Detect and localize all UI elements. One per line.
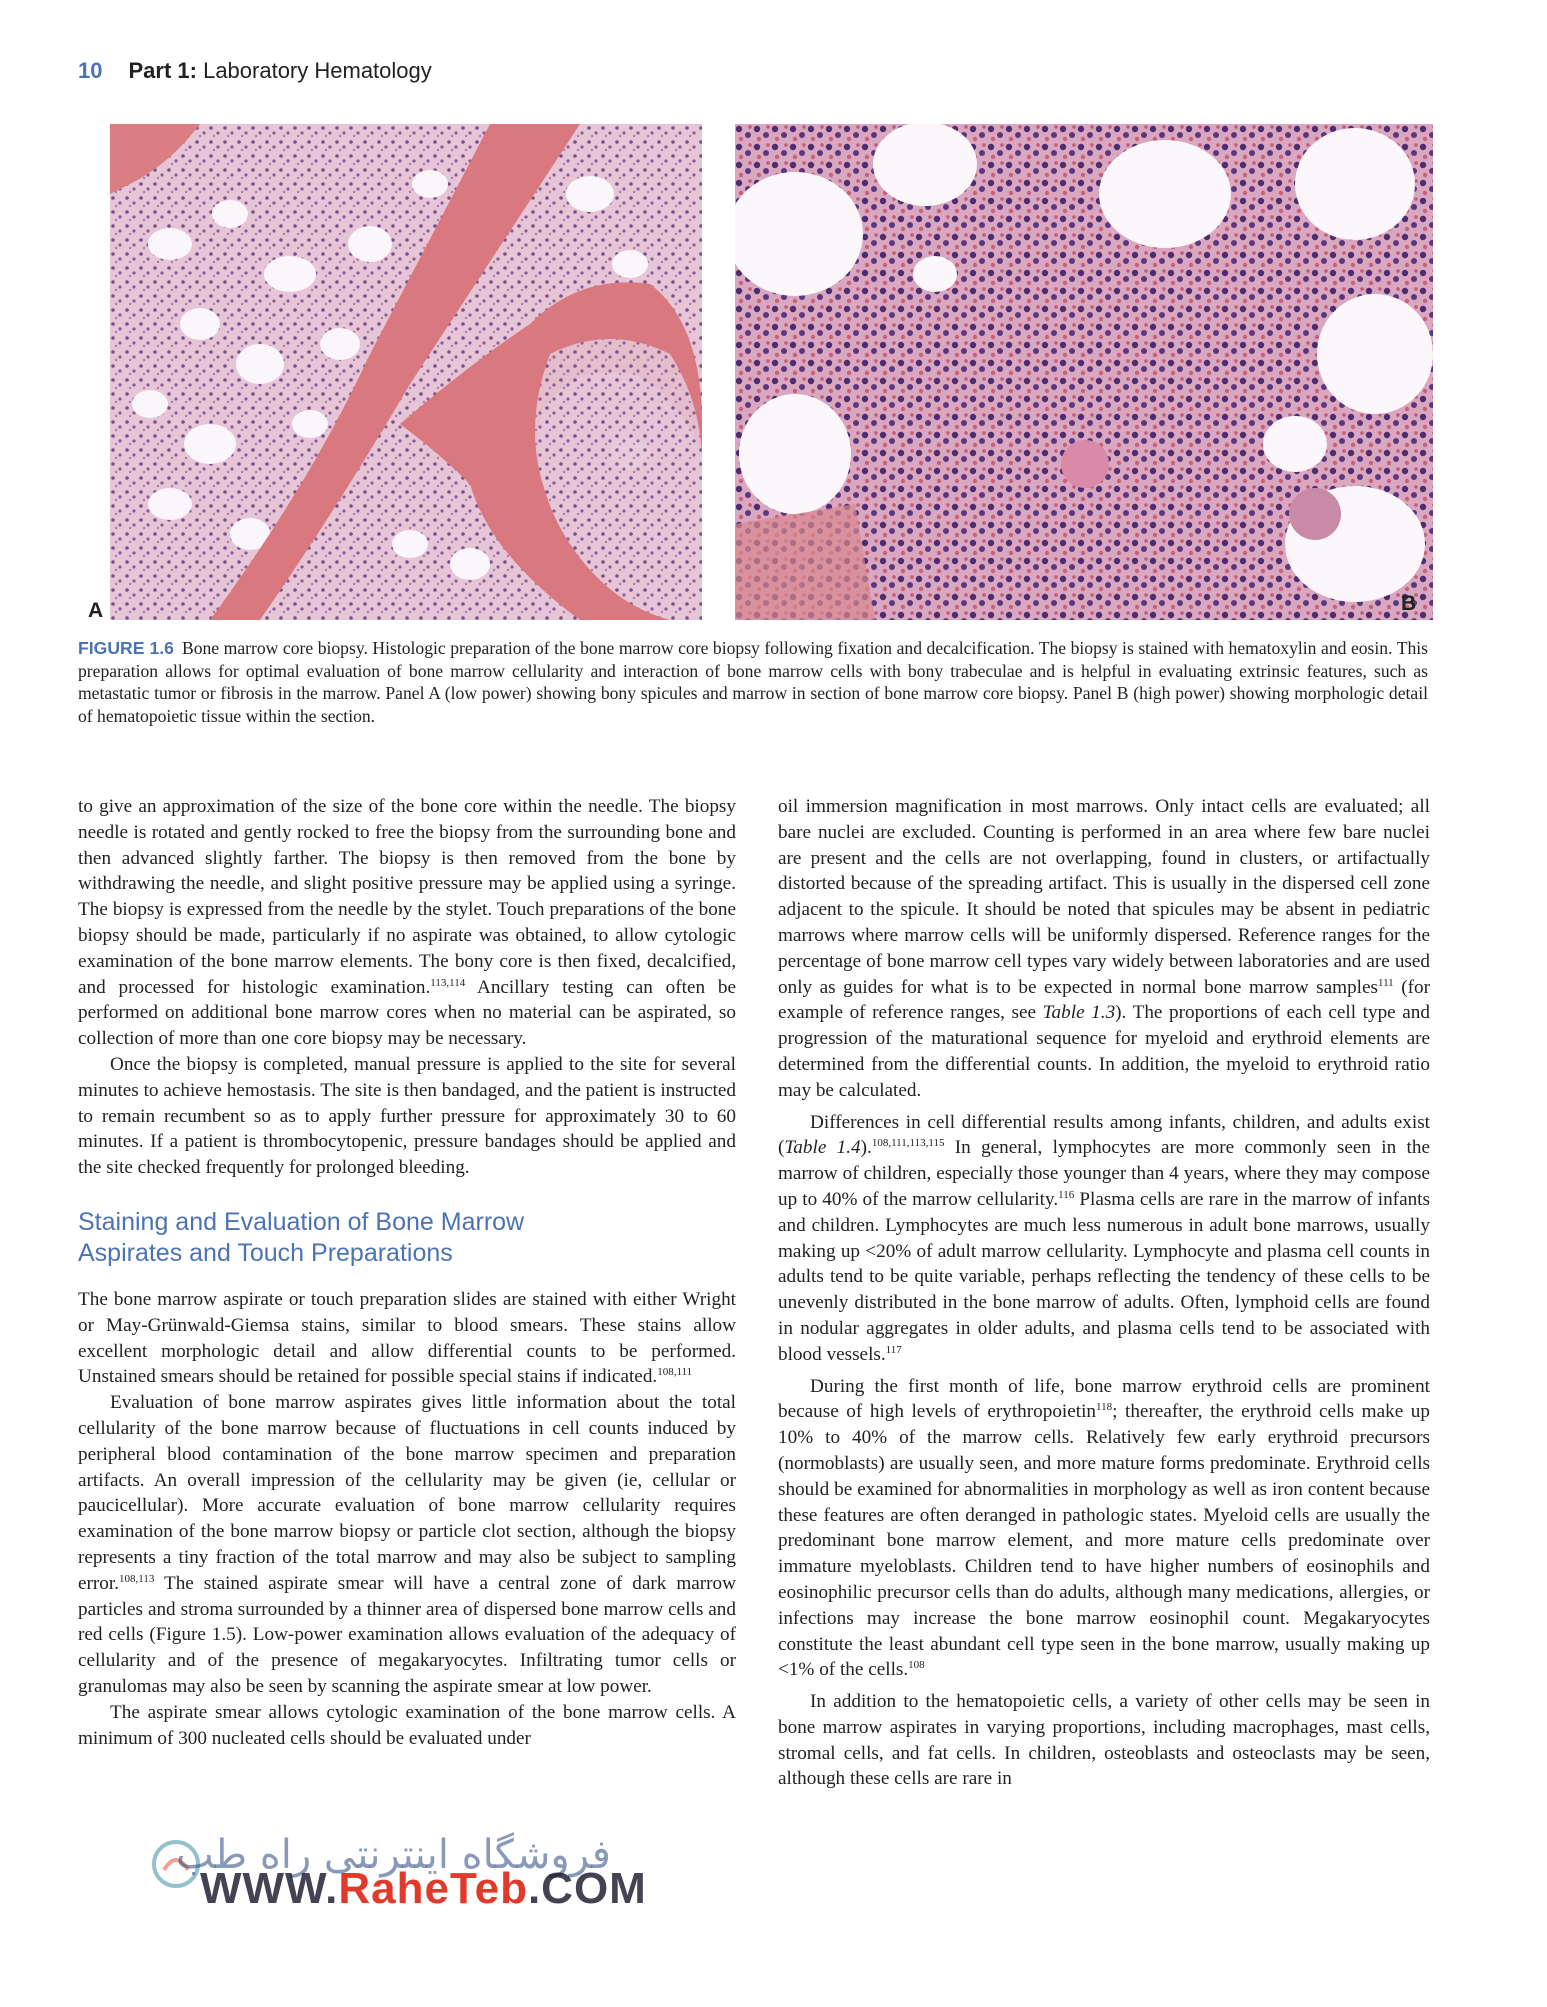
figure-number: FIGURE 1.6 xyxy=(78,638,174,658)
micrograph-low-power xyxy=(110,124,702,620)
table-reference: Table 1.3 xyxy=(1042,1002,1116,1024)
panel-b-label: B xyxy=(1401,592,1417,615)
watermark-url: WWW.RaheTeb.COM xyxy=(200,1864,647,1913)
page-number: 10 xyxy=(78,58,103,83)
part-title: Laboratory Hematology xyxy=(196,58,432,83)
paragraph: Once the biopsy is completed, manual pressure is applied to the site for several minutes to achieve hemostasis. The site is then bandaged, and the patient is instructed to remain recumbent so as to apply further pressure for approximately 30 to 60 minutes. If a patient is thrombocytopenic, pressure bandages should be applied and the site checked frequently for prolonged bleeding. xyxy=(78,1053,736,1179)
figure-panel-b-image xyxy=(735,124,1433,620)
section-heading: Staining and Evaluation of Bone Marrow Aspirates and Touch Preparations xyxy=(78,1207,525,1267)
paragraph: Evaluation of bone marrow aspirates gives little information about the total cellularity of the bone marrow because of fluctuations in cell counts induced by peripheral blood contamination of the bone marrow specimen and preparation artifacts. An overall impression of the cellularity may be given (ie, cellular or paucicellular). More accurate evaluation of bone marrow cellularity requires examination of the bone marrow biopsy or particle clot section, although the biopsy represents a tiny fraction of the total marrow and may also be subject to sampling error.$^{108,113}$ The stained aspirate smear will have a central zone of dark marrow particles and stroma surrounded by a thinner area of dispersed bone marrow cells and red cells (Figure 1.5). Low-power examination allows evaluation of the adequacy of cellularity and of the presence of megakaryocytes. Infiltrating tumor cells or granulomas may also be seen by scanning the aspirate smear at low power. xyxy=(78,1392,736,1697)
table-reference: Table 1.4 xyxy=(784,1137,861,1159)
paragraph: During the first month of life, bone marrow erythroid cells are prominent because of high levels of erythropoietin$^{118}$; thereafter, the erythroid cells make up 10% to 40% of the marrow cells. Relatively few early erythroid precursors (normoblasts) are usually seen, and more mature forms predominate. Erythroid cells should be examined for abnormalities in morphology as well as iron content because these features are often deranged in pathologic states. Myeloid cells are usually the predominant bone marrow element, and more mature cells predominate over immature myeloblasts. Children tend to have higher numbers of eosinophils and eosinophilic precursor cells than do adults, although many medications, allergies, or infections may increase the bone marrow eosinophil count. Megakaryocytes constitute the least abundant cell type seen in the bone marrow, usually making up <1% of the cells.$^{108}$ xyxy=(778,1375,1430,1681)
paragraph: In addition to the hematopoietic cells, a variety of other cells may be seen in bone marrow aspirates in varying proportions, including macrophages, mast cells, stromal cells, and fat cells. In children, osteoblasts and osteoclasts may be seen, although these cells are rare in xyxy=(778,1691,1430,1790)
watermark-persian-text: فروشگاه اینترنتی راه طب xyxy=(176,1832,611,1878)
running-header xyxy=(78,58,432,84)
micrograph-high-power xyxy=(735,124,1433,620)
left-column xyxy=(78,794,736,1751)
paragraph: oil immersion magnification in most marrows. Only intact cells are evaluated; all bare nuclei are excluded. Counting is performed in an area where few bare nuclei are present and the cells are not overlapping, found in clusters, or artifactually distorted because of the spreading artifact. This is usually in the dispersed cell zone adjacent to the spicule. It should be noted that spicules may be absent in pediatric marrows where marrow cells will be uniformly dispersed. Reference ranges for the percentage of bone marrow cell types vary widely between laboratories and are used only as guides for what is to be expected in normal bone marrow samples$^{111}$ (for example of reference ranges, see Table 1.3). The proportions of each cell type and progression of the maturational sequence for myeloid and erythroid elements are determined from the differential counts. In addition, the myeloid to erythroid ratio may be calculated. xyxy=(778,796,1430,1101)
right-column xyxy=(778,794,1430,1792)
part-label: Part 1: xyxy=(128,58,197,83)
paragraph: The aspirate smear allows cytologic examination of the bone marrow cells. A minimum of 300 nucleated cells should be evaluated under xyxy=(78,1701,736,1749)
figure-caption xyxy=(78,637,1428,727)
figure-panel-a-image xyxy=(110,124,702,620)
figure-caption-text: Bone marrow core biopsy. Histologic preparation of the bone marrow core biopsy following fixation and decalcification. The biopsy is stained with hematoxylin and eosin. This preparation allows for optimal evaluation of bone marrow cellularity and interaction of bone marrow cells with bony trabeculae and is helpful in evaluating extrinsic features, such as metastatic tumor or fibrosis in the marrow. Panel A (low power) showing bony spicules and marrow in section of bone marrow core biopsy. Panel B (high power) showing morphologic detail of hematopoietic tissue within the section. xyxy=(78,638,1428,726)
paragraph: Differences in cell differential results among infants, children, and adults exist (Table 1.4).$^{108,111,113,115}$ In general, lymphocytes are more commonly seen in the marrow of children, especially those younger than 4 years, where they may compose up to 40% of the marrow cellularity.$^{116}$ Plasma cells are rare in the marrow of infants and children. Lymphocytes are much less numerous in adult bone marrows, usually making up <20% of adult marrow cellularity. Lymphocyte and plasma cell counts in adults tend to be quite variable, perhaps reflecting the tendency of these cells to be unevenly distributed in the bone marrow of adults. Often, lymphoid cells are found in nodular aggregates in older adults, and plasma cells tend to be associated with blood vessels.$^{117}$ xyxy=(778,1111,1430,1365)
panel-a-label: A xyxy=(88,599,104,622)
paragraph: to give an approximation of the size of the bone core within the needle. The biopsy needle is rotated and gently rocked to free the biopsy from the surrounding bone and then advanced slightly farther. The biopsy is then removed from the bone by withdrawing the needle, and slight positive pressure may be applied using a syringe. The biopsy is expressed from the needle by the stylet. Touch preparations of the bone biopsy should be made, particularly if no aspirate was obtained, to allow cytologic examination of the bone marrow elements. The bony core is then fixed, decalcified, and processed for histologic examination.$^{113,114}$ Ancillary testing can often be performed on additional bone marrow cores when no material can be aspirated, so collection of more than one core biopsy may be necessary. xyxy=(78,796,736,1050)
paragraph: The bone marrow aspirate or touch preparation slides are stained with either Wright or May-Grünwald-Giemsa stains, similar to blood smears. These stains allow excellent morphologic detail and allow differential counts to be performed. Unstained smears should be retained for possible special stains if indicated.$^{108,111}$ xyxy=(78,1288,736,1388)
